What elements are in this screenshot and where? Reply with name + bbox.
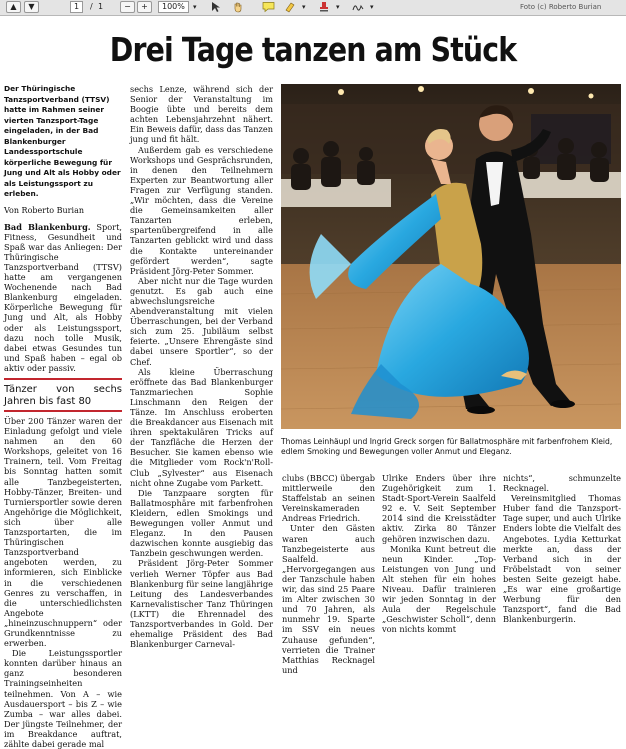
previous-page-button[interactable]: ▲: [6, 1, 21, 13]
article-dateline: Bad Blankenburg.: [4, 221, 91, 232]
toolbar-photo-credit: Foto (c) Roberto Burian: [520, 3, 602, 11]
zoom-in-button[interactable]: +: [137, 1, 152, 13]
comment-icon[interactable]: [262, 1, 276, 13]
article-paragraph: Als kleine Überraschung eröffnete das Bad Blankenburger Tanzmariechen Sophie Linschmann den Reigen der Tänze. Im Anschluss eroberten die Breakdancer aus Eisenach mit ihren spektakulären Tricks auf der Tanzfläche die Herzen der Besucher. Sie kamen ebenso wie die Mitglieder vom Rock'n'Roll-Club „Sylvester“ aus Eisenach nicht ohne Zugabe vom Parkett.: [130, 366, 273, 488]
article-paragraph: Die Leistungssportler konnten darüber hinaus an ganz besonderen Trainingseinheiten teilnehmen. Von A – wie Ausdauersport – bis Z – wie Zumba – war alles dabei. Der jüngste Teilnehmer, der im Breakdance auftrat, zählte dabei gerade mal: [4, 648, 122, 749]
page-number-input[interactable]: 1: [70, 1, 83, 13]
article-paragraph: Die Tanzpaare sorgten für Ballatmosphäre mit farbenfrohen Kleidern, edlen Smokings und Bewegungen voller Anmut und Eleganz. In den Pausen dazwischen konnte ausgiebig das Tanzbein geschwungen werden.: [130, 487, 273, 559]
article-lead: Der Thüringische Tanzsportverband (TTSV) hatte im Rahmen seiner vierten Tanzsport-Tage eingeladen, in der Bad Blankenburger Landessportschule körperliche Bewegung für Jung und Alt als Hobby oder als Leistungssport zu erleben.: [4, 84, 121, 198]
article-paragraph-text: Sport, Fitness, Gesundheit und Spaß war das Anliegen: Der Thüringische Tanzsportverband (TTSV) hatte am vergangenen Wochenende nach Bad Blankenburg eingeladen. Körperliche Bewegung für Jung und Alt, als Hobby oder als Leistungssport, dazu noch tolle Musik, dabei etwas Gesundes tun und Spaß haben – egal ob aktiv oder passiv.: [4, 221, 122, 373]
dancing-couple-image: [281, 84, 621, 429]
stamp-icon[interactable]: [318, 1, 332, 13]
page-separator: /: [90, 2, 93, 11]
article-headline: Drei Tage tanzen am Stück: [109, 30, 517, 69]
article-paragraph: Monika Kunt betreut die neun Kinder. „Top-Leistungen von Jung und Alt stehen für ein hohes Niveau. Dafür trainieren wir jeden Sonntag in der Aula der Regelschule „Geschwister Scholl“, denn von nichts kommt: [382, 543, 496, 635]
article-paragraph: Aber nicht nur die Tage wurden genutzt. Es gab auch eine abwechslungsreiche Abendveranstaltung mit vielen Überraschungen, bei der Verband sich zum 25. Jubiläum selbst feierte. „Unsere Ehrengäste sind dabei unsere Sportler“, so der Chef.: [130, 275, 273, 367]
article-paragraph: Außerdem gab es verschiedene Workshops und Gesprächsrunden, in denen den Teilnehmern Experten zur Beantwortung aller Fragen zur Verfügung standen. „Wir möchten, dass die Vereine die Gemeinsamkeiten aller Tanzarten erleben, spartenübergreifend in alle Tanzarten geblickt wird und dass die Kontakte untereinander gefördert werden“, sagte Präsident Jörg-Peter Sommer.: [130, 144, 273, 276]
article-paragraph: sechs Lenze, während sich der Senior der Veranstaltung im Boogie übte und bereits dem achten Lebensjahrzehnt nähert. Ein Beweis dafür, dass das Tanzen jung und fit hält.: [130, 84, 273, 145]
highlight-icon[interactable]: [284, 1, 298, 13]
article-paragraph: Über 200 Tänzer waren der Einladung gefolgt und viele nahmen an den 60 Workshops, geleitet von 16 Trainern, teil. Vom Freitag bis Sonntag hatten somit alle Tanzbegeisterten, Hobby-Tänzer, Breiten- und Turniersportler sowie deren Angehörige die Möglichkeit, sich über alle Tanzsportarten, die im Thüringischen Tanzsportverband angeboten werden, zu informieren, sich Einblicke in die verschiedenen Genres zu verschaffen, in die unterschiedlichsten Angebote „hineinzuschnuppern“ oder Grundkenntnisse zu erwerben.: [4, 416, 122, 649]
article-paragraph: Unter den Gästen waren auch Tanzbegeisterte aus Saalfeld. „Hervorgegangen aus der Tanzschule haben wir, das sind 25 Paare im Alter zwischen 30 und 70 Jahren, als nunmehr 19. Sparte im SSV ein neues Zuhause gefunden“, verrieten die Trainer Matthias Recknagel und: [282, 523, 375, 675]
article-column-1: [4, 84, 122, 749]
article-photo: [281, 84, 621, 429]
highlight-dropdown-icon[interactable]: ▾: [302, 3, 306, 11]
page-total: 1: [98, 2, 104, 11]
select-tool-icon[interactable]: [210, 1, 224, 13]
article-paragraph: Vereinsmitglied Thomas Huber fand die Tanzsport-Tage super, und auch Ulrike Enders lobte die Vielfalt des Angebotes. Lydia Ketturkat merkte an, dass der Verband sich in der Fröbelstadt von seiner besten Seite gezeigt habe. „Es war eine großartige Werbung für den Tanzsport“, fand die Bad Blankenburgerin.: [503, 493, 621, 625]
subhead-rule-bottom: [4, 410, 122, 412]
zoom-out-button[interactable]: −: [120, 1, 135, 13]
viewer-toolbar: [0, 0, 626, 16]
photo-caption: Thomas Leinhäupl und Ingrid Greck sorgen für Ballatmosphäre mit farbenfrohem Kleid, edlem Smoking und Bewegungen voller Anmut und Eleganz.: [281, 437, 613, 456]
article-subhead: Tänzer von sechs Jahren bis fast 80: [4, 384, 122, 407]
article-paragraph: clubs (BBCC) übergab mittlerweile den Staffelstab an seinen Vereinskameraden Andreas Friedrich.: [282, 473, 375, 524]
signature-icon[interactable]: [352, 1, 366, 13]
article-column-2: [130, 84, 273, 649]
article-column-4: [382, 473, 496, 635]
zoom-dropdown-icon[interactable]: ▾: [193, 3, 197, 11]
article-column-5: [503, 473, 621, 624]
article-column-3: [282, 473, 375, 675]
signature-dropdown-icon[interactable]: ▾: [370, 3, 374, 11]
article-paragraph: Ulrike Enders über ihre Zugehörigkeit zum 1. Stadt-Sport-Verein Saalfeld 92 e. V. Seit September 2014 sind die Kreisstädter aktiv. Zirka 80 Tänzer gehören inzwischen dazu.: [382, 473, 496, 544]
next-page-button[interactable]: ▼: [24, 1, 39, 13]
zoom-input[interactable]: 100%: [158, 1, 189, 13]
article-author: Von Roberto Burian: [4, 205, 84, 215]
article-paragraph: [4, 222, 122, 373]
hand-tool-icon[interactable]: [232, 1, 246, 13]
stamp-dropdown-icon[interactable]: ▾: [336, 3, 340, 11]
article-paragraph: Präsident Jörg-Peter Sommer verlieh Werner Töpfer aus Bad Blankenburg für seine langjährige Leitung des Landesverbandes Karnevalistischer Tanz Thüringen (LKTT) die Ehrennadel des Tanzsportverbandes in Gold. Der ehemalige Präsident des Bad Blankenburger Carneval-: [130, 558, 273, 650]
article-paragraph: nichts“, schmunzelte Recknagel.: [503, 473, 621, 494]
subhead-rule-top: [4, 378, 122, 380]
